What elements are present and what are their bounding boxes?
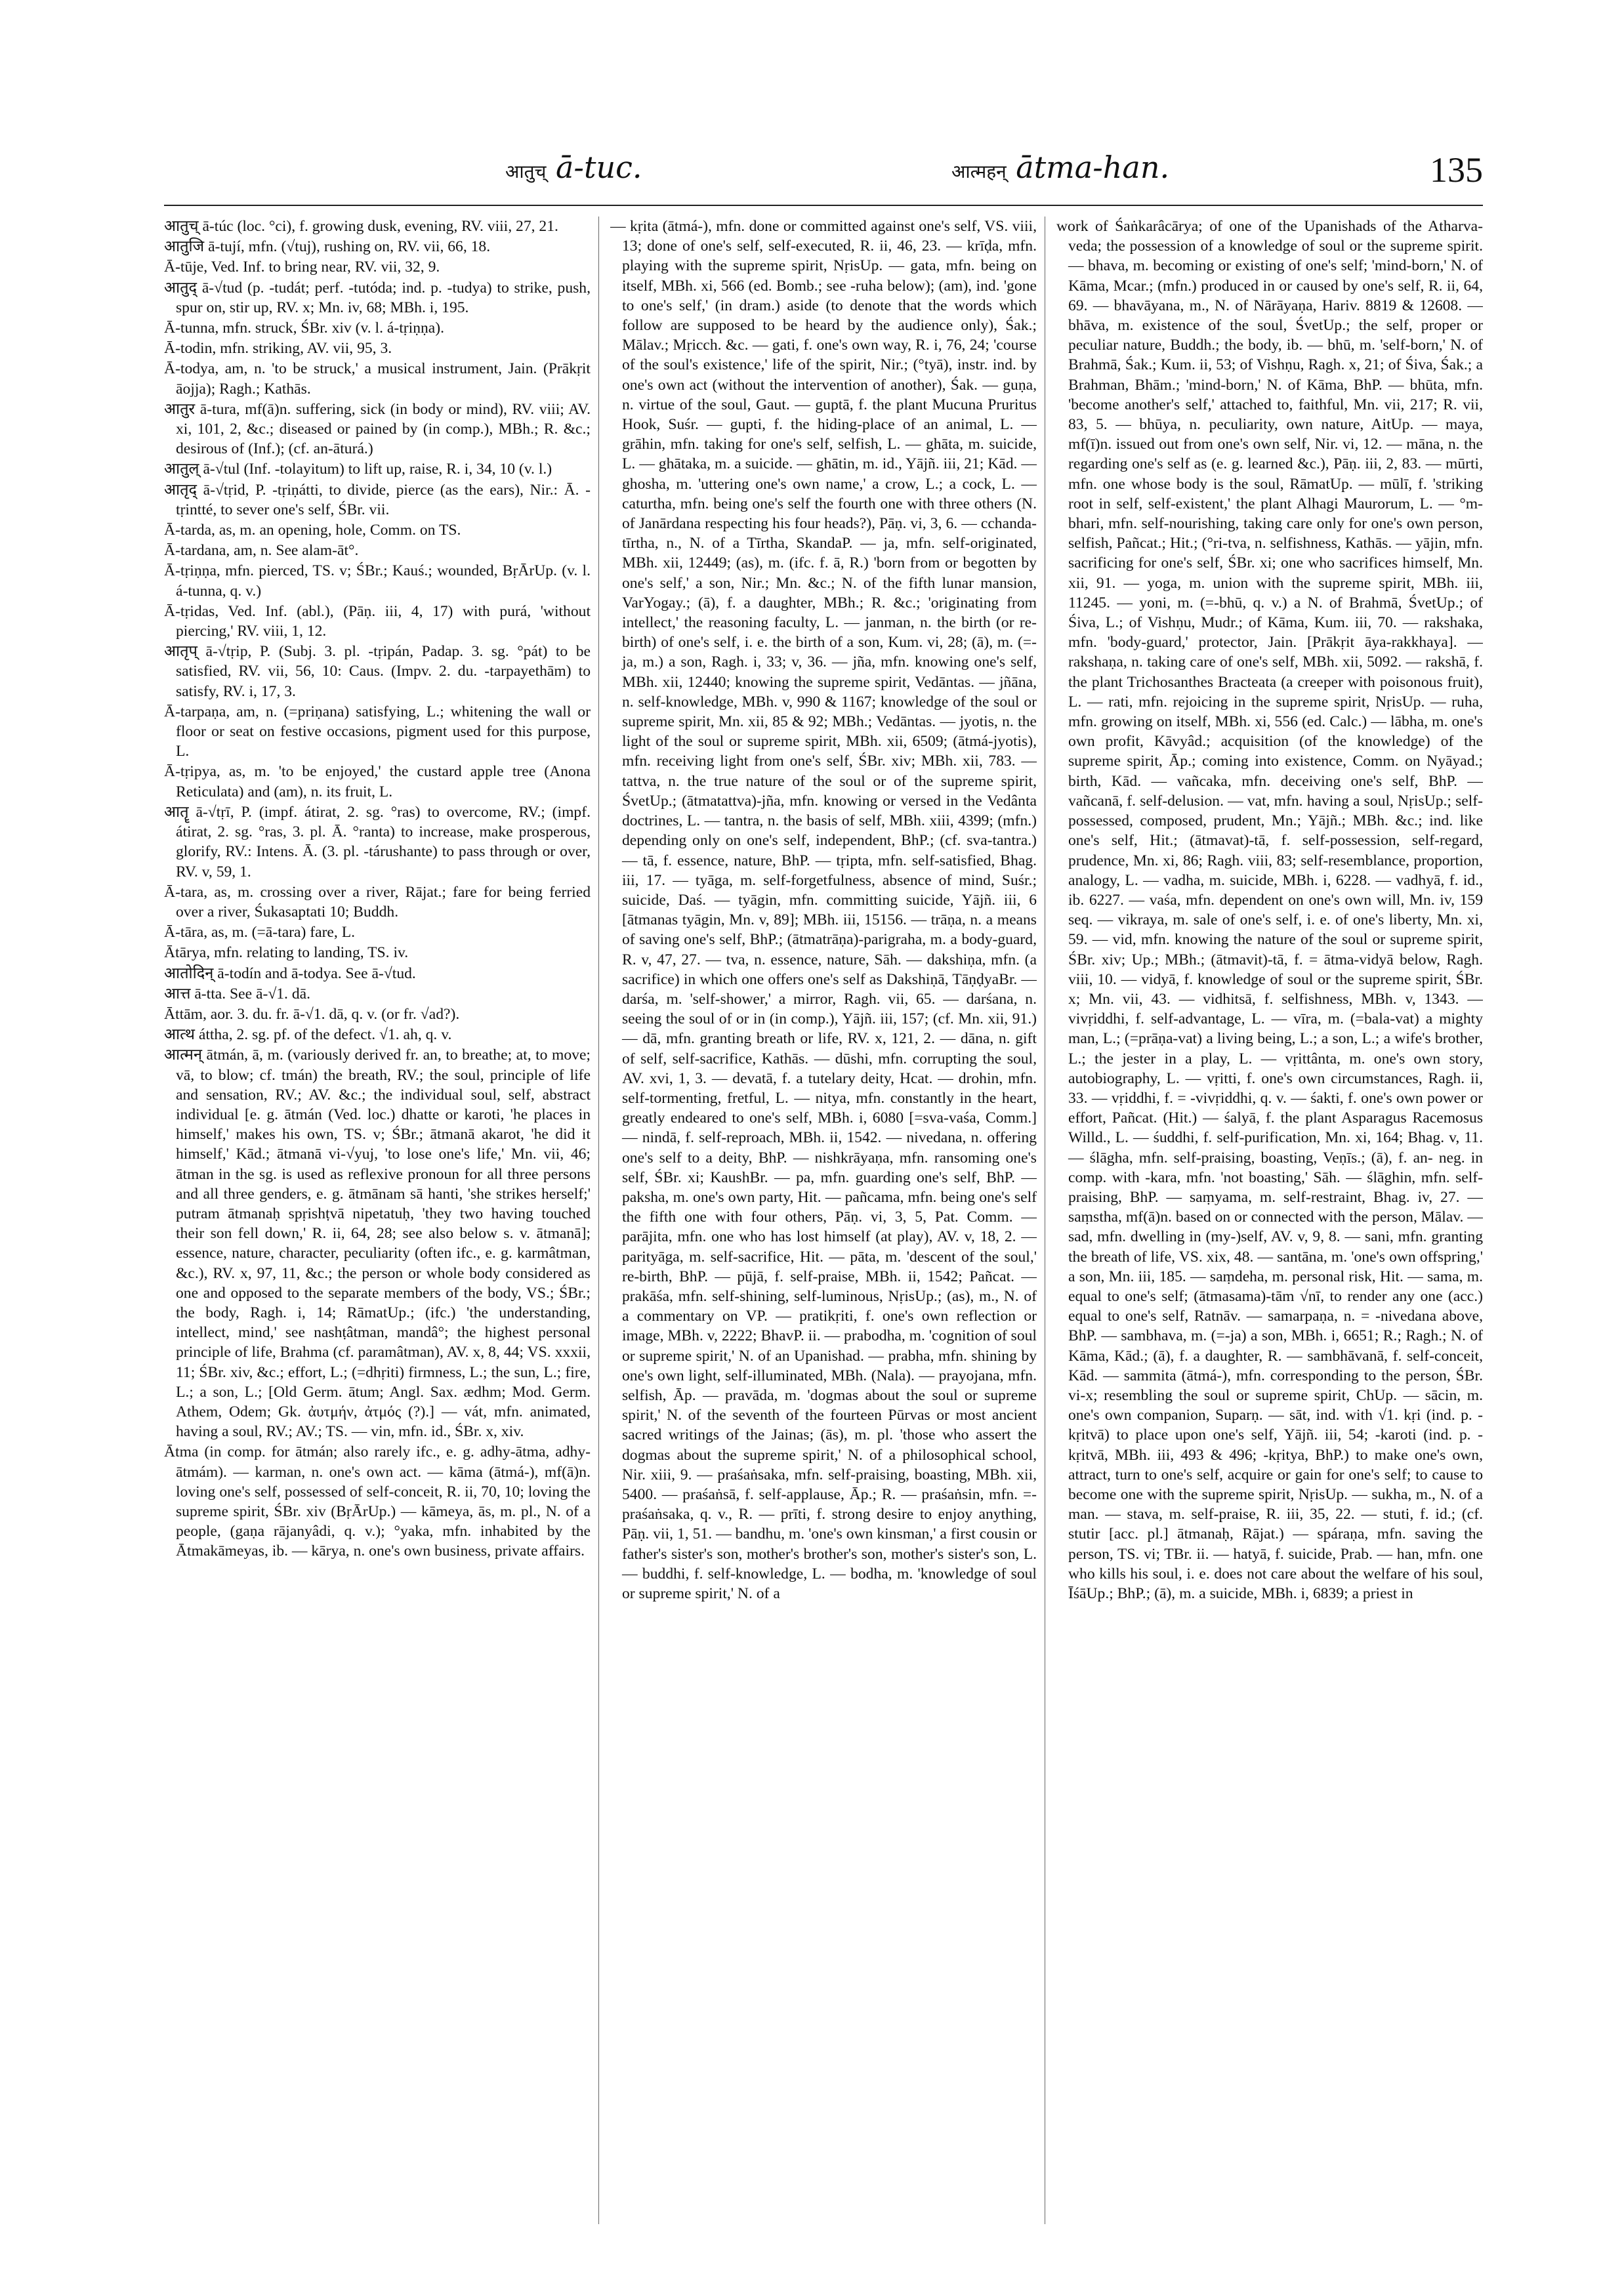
dictionary-entry: Ā-tara, as, m. crossing over a river, Rājat.; fare for being ferried over a river, Śukasaptati 10; Buddh. (164, 883, 591, 920)
dictionary-entry: work of Śaṅkarâcārya; of one of the Upanishads of the Atharva-veda; the possession of a knowledge of soul or the supreme spirit. — bhava, m. becoming or existing of one's self; 'mind-born,' N. of Kāma, Mcar.; (mfn.) produced in or caused by one's self, R. ii, 64, 69. — bhavāyana, m., N. of Nārāyaṇa, Hariv. 8819 & 12608. — bhāva, m. existence of the soul, ŚvetUp.; the self, proper or peculiar nature, Buddh.; the body, ib. — bhū, m. 'self-born,' N. of Brahmā, Śak.; Kum. ii, 53; of Vishṇu, Ragh. x, 21; of Śiva, Śak.; a Brahman, Bhām.; 'mind-born,' N. of Kāma, BhP. — bhūta, mfn. 'become another's self,' attached to, faithful, Mn. vii, 217; R. vii, 83, 5. — bhūya, n. peculiarity, own nature, AitUp. — maya, mf(ī)n. issued out from one's own self, Nir. vi, 12. — māna, n. the regarding one's self as (e. g. learned &c.), Pāṇ. iii, 2, 83. — mūrti, mfn. one whose body is the soul, RāmatUp. — mūlī, f. 'striking root in self, self-existent,' the plant Alhagi Maurorum, L. — °m-bhari, mfn. self-nourishing, taking care only for one's own person, selfish, Pañcat.; Hit.; (°ri-tva, n. selfishness, Kathās. — yājin, mfn. sacrificing for one's self, ŚBr. xi; one who sacrifices himself, Mn. xii, 91. — yoga, m. union with the supreme spirit, MBh. iii, 11245. — yoni, m. (=-bhū, q. v.) a N. of Brahmā, ŚvetUp.; of Śiva, L.; of Vishṇu, Mudr.; of Kāma, Kum. iii, 70. — rakshaka, mfn. 'body-guard,' protector, Jain. [Prākṛit āya-rakkhaya]. — rakshaṇa, n. taking care of one's self, MBh. xii, 5092. — rakshā, f. the plant Trichosanthes Bracteata (a creeper with poisonous fruit), L. — rati, mfn. rejoicing in the supreme spirit, NṛisUp. — ruha, mfn. growing on itself, MBh. xi, 556 (ed. Calc.) — lābha, m. one's own profit, Kāvyâd.; acquisition (of the knowledge) of the supreme spirit, Āp.; coming into existence, Comm. on Nyāyad.; birth, Kād. — vañcaka, mfn. deceiving one's self, BhP. — vañcanā, f. self-delusion. — vat, mfn. having a soul, NṛisUp.; self-possessed, composed, prudent, Mn.; Yājñ.; MBh. &c.; ind. like one's self, Hit.; (ātmavat)-tā, f. self-possession, self-regard, prudence, Mn. xi, 86; Ragh. viii, 83; self-resemblance, proportion, analogy, L. — vadha, m. suicide, MBh. i, 6228. — vadhyā, f. id., ib. 6227. — vaśa, mfn. dependent on one's own will, Mn. iv, 159 seq. — vikraya, m. sale of one's self, i. e. of one's liberty, Mn. xi, 59. — vid, mfn. knowing the nature of the soul or supreme spirit, ŚBr. xiv; Up.; MBh.; (ātmavit)-tā, f. = ātma-vidyā below, Ragh. viii, 10. — vidyā, f. knowledge of soul or the supreme spirit, ŚBr. x; Mn. vii, 43. — vidhitsā, f. selfishness, MBh. v, 1343. — vivṛiddhi, f. self-advantage, L. — vīra, m. (=bala-vat) a mighty man, L.; (=prāṇa-vat) a living being, L.; a son, L.; a wife's brother, L.; the jester in a play, L. — vṛittânta, m. one's own story, autobiography, L. — vṛitti, f. one's own circumstances, Ragh. ii, 33. — vṛiddhi, f. = -vivṛiddhi, q. v. — śakti, f. one's own power or effort, Pañcat. (Hit.) — śalyā, f. the plant Asparagus Racemosus Willd., L. — śuddhi, f. self-purification, Mn. xi, 164; Bhag. v, 11. — ślāgha, mfn. self-praising, boasting, Veṇīs.; (ā), f. an- neg. in comp. with -kara, mfn. 'not boasting,' Sāh. — ślāghin, mfn. self-praising, BhP. — saṃyama, m. self-restraint, Bhag. iv, 27. — saṃstha, mf(ā)n. based on or connected with the person, Mālav. — sad, mfn. dwelling in (my-)self, AV. v, 9, 8. — sani, mfn. granting the breath of life, VS. xix, 48. — santāna, m. 'one's own offspring,' a son, Mn. iii, 185. — saṃdeha, m. personal risk, Hit. — sama, m. equal to one's self; (ātmasama)-tām √nī, to render any one (acc.) equal to one's self, Ratnāv. — samarpaṇa, n. = -nivedana above, BhP. — sambhava, m. (=-ja) a son, MBh. i, 6651; R.; Ragh.; N. of Kāma, Kād.; (ā), f. a daughter, R. — sambhāvanā, f. self-conceit, Kād. — sammita (ātmá-), mfn. corresponding to the person, ŚBr. vi-x; resembling the soul or supreme spirit, ChUp. — sācin, m. one's own companion, Suparṇ. — sāt, ind. with √1. kṛi (ind. p. -kṛitvā) to place upon one's self, Yājñ. iii, 54; -karoti (ind. p. -kṛitvā, MBh. iii, 493 & 496; -kṛitya, BhP.) to make one's own, attract, turn to one's self, acquire or gain for one's self; to cause to become one with the supreme spirit, NṛisUp. — sukha, m., N. of a man. — stava, m. self-praise, R. iii, 35, 22. — stuti, f. id.; (cf. stutir [acc. pl.] ātmanaḥ, Rājat.) — spáraṇa, mfn. saving the person, TS. vi; TBr. ii. — hatyā, f. suicide, Prab. — han, mfn. one who kills his soul, i. e. does not care about the welfare of his soul, ĪśāUp.; BhP.; (ā), m. a suicide, MBh. i, 6839; a priest in (1056, 218, 1483, 1603)
dictionary-entry: Āttām, aor. 3. du. fr. ā-√1. dā, q. v. (or fr. √ad?). (164, 1005, 460, 1023)
dictionary-entry: आतुजि ā-tují, mfn. (√tuj), rushing on, RV. vii, 66, 18. (164, 238, 491, 256)
dictionary-entry: Ā-tardana, am, n. See alam-āt°. (164, 542, 359, 560)
right-guide-devanagari: आत्महन् (951, 161, 1007, 182)
dictionary-entry: Ātārya, mfn. relating to landing, TS. iv. (164, 944, 409, 962)
column-2 (610, 217, 1037, 2237)
left-guide-devanagari: आतुच् (505, 161, 547, 182)
dictionary-entry: आतृप् ā-√tṛip, P. (Subj. 3. pl. -tṛipán, Padap. 3. sg. °pát) to be satisfied, RV. vii, 56, 10: Caus. (Impv. 2. du. -tarpayethām) to satisfy, RV. i, 17, 3. (164, 643, 591, 700)
dictionary-entry: आत्मन् ātmán, ā, m. (variously derived fr. an, to breathe; at, to move; vā, to blow; cf. tmán) the breath, RV.; the soul, principle of life and sensation, RV.; AV. &c.; the individual soul, self, abstract individual [e. g. ātmán (Ved. loc.) dhatte or karoti, 'he places in himself,' makes his own, TS. v; ŚBr.; ātmanā akarot, 'he did it himself,' Kād.; ātmanā vi-√yuj, 'to lose one's life,' Mn. vii, 46; ātman in the sg. is used as reflexive pronoun for all three persons and all three genders, e. g. ātmānam sā hanti, 'she strikes herself;' putram ātmanaḥ spṛishṭvā nipetatuḥ, 'they two having touched their son fell down,' R. ii, 64, 28; see also below s. v. ātmanā]; essence, nature, character, peculiarity (often ifc., e. g. karmâtman, &c.), RV. x, 97, 11, &c.; the person or whole body considered as one and opposed to the separate members of the body, VS.; ŚBr.; the body, Ragh. i, 14; RāmatUp.; (ifc.) 'the understanding, intellect, mind,' see nashṭâtman, mandâ°; the highest personal principle of life, Brahma (cf. paramâtman), AV. x, 8, 44; VS. xxxii, 11; ŚBr. xiv, &c.; effort, L.; (=dhṛiti) firmness, L.; the sun, L.; fire, L.; a son, L.; [Old Germ. ātum; Angl. Sax. ædhm; Mod. Germ. Athem, Odem; Gk. ἀυτμήν, ἀτμός (?).] — vát, mfn. animated, having a soul, RV.; AV.; TS. — vin, mfn. id., ŚBr. x, xiv. (164, 1046, 591, 1441)
running-header (164, 150, 1483, 202)
dictionary-entry: आत्थ áttha, 2. sg. pf. of the defect. √1. ah, q. v. (164, 1026, 452, 1044)
column-1 (164, 217, 591, 2237)
dictionary-entry: Ā-tṛiṇṇa, mfn. pierced, TS. v; ŚBr.; Kauś.; wounded, BṛĀrUp. (v. l. á-tunna, q. v.) (164, 562, 591, 600)
header-rule (164, 205, 1483, 206)
right-guide-roman: ātma-han. (1016, 150, 1170, 185)
page-number: 135 (1430, 150, 1483, 190)
dictionary-entry: आतुल् ā-√tul (Inf. -tolayitum) to lift up, raise, R. i, 34, 10 (v. l.) (164, 461, 552, 478)
dictionary-entry: Ā-todin, mfn. striking, AV. vii, 95, 3. (164, 340, 392, 358)
dictionary-entry: आतुद् ā-√tud (p. -tudát; perf. -tutóda; ind. p. -tudya) to strike, push, spur on, stir up, RV. x; Mn. iv, 68; MBh. i, 195. (164, 279, 591, 316)
dictionary-entry: आतोदिन् ā-todín and ā-todya. See ā-√tud. (164, 964, 416, 982)
column-3 (1056, 217, 1483, 2237)
dictionary-entry: — kṛita (ātmá-), mfn. done or committed against one's self, VS. viii, 13; done of one's self, self-executed, R. ii, 46, 23. — krīḍa, mfn. playing with the supreme spirit, NṛisUp. — gata, mfn. being on itself, MBh. xi, 566 (ed. Bomb.; see -ruha below); (am), ind. 'gone to one's self,' (in dram.) aside (to denote that the words which follow are supposed to be heard by the audience only), Śak.; Mālav.; Mṛicch. &c. — gati, f. one's own way, R. i, 76, 24; 'course of the soul's existence,' life of the spirit, Nir.; (°tyā), instr. ind. by one's own act (without the intervention of another), Śak. — guṇa, n. virtue of the soul, Gaut. — guptā, f. the plant Mucuna Pruritus Hook, Suśr. — gupti, f. the hiding-place of an animal, L. — grāhin, mfn. taking for one's self, selfish, L. — ghāta, m. suicide, L. — ghātaka, m. a suicide. — ghātin, m. id., Yājñ. iii, 21; Kād. — ghosha, m. 'uttering one's own name,' a crow, L.; a cock, L. — caturtha, mfn. being one's self the fourth one with three others (N. of Janārdana respecting his four heads?), Pāṇ. vi, 3, 6. — cchanda-tīrtha, n., N. of a Tīrtha, SkandaP. — ja, mfn. self-originated, MBh. xii, 12449; (as), m. (ifc. f. ā, R.) 'born from or begotten by one's self,' a son, Nir.; Mn. &c.; N. of the fifth lunar mansion, VarYogay.; (ā), f. a daughter, MBh.; R. &c.; 'originating from intellect,' the reasoning faculty, L. — janman, n. the birth (or re-birth) of one's self, i. e. the birth of a son, Kum. vi, 28; (ā), m. (=-ja, m.) a son, Ragh. i, 33; v, 36. — jña, mfn. knowing one's self, MBh. xii, 12440; knowing the supreme spirit, Vedāntas. — jñāna, n. self-knowledge, MBh. v, 990 & 1167; knowledge of the soul or supreme spirit, Mn. xii, 85 & 92; MBh.; Vedāntas. — jyotis, n. the light of the soul or supreme spirit, MBh. xii, 6509; (ātmá-jyotis), mfn. receiving light from one's self, ŚBr. xiv; MBh. xii, 783. — tattva, n. the true nature of the soul or of the supreme spirit, ŚvetUp.; (ātmatattva)-jña, mfn. knowing or versed in the Vedânta doctrines, L. — tantra, n. the basis of self, MBh. xiii, 4399; (mfn.) depending only on one's self, independent, BhP.; (cf. sva-tantra.) — tā, f. essence, nature, BhP. — tṛipta, mfn. self-satisfied, Bhag. iii, 17. — tyāga, m. self-forgetfulness, absence of mind, Suśr.; suicide, Daś. — tyāgin, mfn. committing suicide, Yājñ. iii, 6 [ātmanas tyāgin, Mn. v, 89]; MBh. iii, 15156. — trāṇa, n. a means of saving one's self, BhP.; (ātmatrāṇa)-parigraha, m. a body-guard, R. v, 47, 27. — tva, n. essence, nature, Sāh. — dakshiṇa, mfn. (a sacrifice) in which one offers one's self as Dakshiṇā, TāṇḍyaBr. — darśa, m. 'self-shower,' a mirror, Ragh. vii, 65. — darśana, n. seeing the soul of or in (in comp.), Yājñ. iii, 157; (cf. Mn. xii, 91.) — dā, mfn. granting breath or life, RV. x, 121, 2. — dāna, n. gift of self, self-sacrifice, Kathās. — dūshi, mfn. corrupting the soul, AV. xvi, 1, 3. — devatā, f. a tutelary deity, Hcat. — drohin, mfn. self-tormenting, fretful, L. — nitya, mfn. constantly in the heart, greatly endeared to one's self, MBh. i, 6080 [=sva-vaśa, Comm.] — nindā, f. self-reproach, MBh. ii, 1542. — nivedana, n. offering one's self to a deity, BhP. — nishkrāyaṇa, mfn. ransoming one's self, ŚBr. xi; KaushBr. — pa, mfn. guarding one's self, BhP. — paksha, m. one's own party, Hit. — pañcama, mfn. being one's self the fifth one with four others, Pāṇ. vi, 3, 5, Pat. Comm. — parājita, mfn. one who has lost himself (at play), AV. v, 18, 2. — parityāga, m. self-sacrifice, Hit. — pāta, m. 'descent of the soul,' re-birth, BhP. — pūjā, f. self-praise, MBh. ii, 1542; Pañcat. — prakāśa, mfn. self-shining, self-luminous, NṛisUp.; (as), m., N. of a commentary on VP. — pratikṛiti, f. one's own reflection or image, MBh. v, 2222; BhavP. ii. — prabodha, m. 'cognition of soul or supreme spirit,' N. of an Upanishad. — prabha, mfn. shining by one's own light, self-illuminated, MBh. (Nala). — prayojana, mfn. selfish, Āp. — pravāda, m. 'dogmas about the soul or supreme spirit,' N. of the seventh of the fourteen Pūrvas or most ancient sacred writings of the Jainas; (ās), m. pl. 'those who assert the dogmas about the supreme spirit,' N. of a philosophical school, Nir. xiii, 9. — praśaṅsaka, mfn. self-praising, boasting, MBh. xii, 5400. — praśaṅsā, f. self-applause, Āp.; R. — praśaṅsin, mfn. =-praśaṅsaka, q. v., R. — prīti, f. strong desire to enjoy anything, Pāṇ. vii, 1, 51. — bandhu, m. 'one's own kinsman,' a first cousin or father's sister's son, mother's brother's son, mother's sister's son, L. — buddhi, f. self-knowledge, L. — bodha, m. 'knowledge of soul or supreme spirit,' N. of a (610, 218, 1037, 1603)
dictionary-entry: Ā-tunna, mfn. struck, ŚBr. xiv (v. l. á-tṛiṇṇa). (164, 320, 445, 337)
dictionary-entry: आतुर ā-tura, mf(ā)n. suffering, sick (in body or mind), RV. viii; AV. xi, 101, 2, &c.; diseased or pained by (in comp.), MBh.; R. &c.; desirous of (Inf.); (cf. an-āturá.) (164, 400, 591, 458)
dictionary-entry: Ā-tūje, Ved. Inf. to bring near, RV. vii, 32, 9. (164, 258, 440, 276)
right-guide-word (951, 150, 1169, 185)
dictionary-entry: Ā-tṛidas, Ved. Inf. (abl.), (Pāṇ. iii, 4, 17) with purá, 'without piercing,' RV. viii, 1, 12. (164, 602, 591, 640)
column-divider (598, 217, 599, 2224)
dictionary-entry: आतुच् ā-túc (loc. °ci), f. growing dusk, evening, RV. viii, 27, 21. (164, 218, 558, 235)
dictionary-entry: Ā-tarda, as, m. an opening, hole, Comm. on TS. (164, 522, 461, 539)
dictionary-entry: आतॄ ā-√tṛī, P. (impf. átirat, 2. sg. °ras) to overcome, RV.; (impf. átirat, 2. sg. °ras, 3. pl. Ā. °ranta) to increase, make prosperous, glorify, RV.: Intens. Ā. (3. pl. -tárushante) to pass through or over, RV. v, 59, 1. (164, 803, 591, 880)
dictionary-entry: Ā-tṛipya, as, m. 'to be enjoyed,' the custard apple tree (Anona Reticulata) and (am), n. its fruit, L. (164, 763, 591, 800)
left-guide-roman: ā-tuc. (555, 150, 642, 185)
dictionary-entry: Ātma (in comp. for ātmán; also rarely ifc., e. g. adhy-ātma, adhy-ātmám). — karman, n. one's own act. — kāma (ātmá-), mf(ā)n. loving one's self, possessed of self-conceit, R. ii, 70, 10; loving the supreme spirit, ŚBr. xiv (BṛĀrUp.) — kāmeya, ās, m. pl., N. of a people, (gaṇa rājanyâdi, q. v.); °yaka, mfn. inhabited by the Ātmakāmeyas, ib. — kārya, n. one's own business, private affairs. (164, 1443, 591, 1560)
left-guide-word (505, 150, 642, 185)
dictionary-entry: Ā-todya, am, n. 'to be struck,' a musical instrument, Jain. (Prākṛit āojja); Ragh.; Kathās. (164, 360, 591, 398)
dictionary-entry: आतृद् ā-√tṛid, P. -tṛiṇátti, to divide, pierce (as the ears), Nir.: Ā. -tṛintté, to sever one's self, ŚBr. vii. (164, 481, 591, 518)
dictionary-entry: Ā-tarpaṇa, am, n. (=priṇana) satisfying, L.; whitening the wall or floor or seat on festive occasions, pigment used for this purpose, L. (164, 703, 591, 760)
dictionary-entry: Ā-tāra, as, m. (=ā-tara) fare, L. (164, 924, 356, 941)
dictionary-entry: आत्त ā-tta. See ā-√1. dā. (164, 985, 311, 1003)
